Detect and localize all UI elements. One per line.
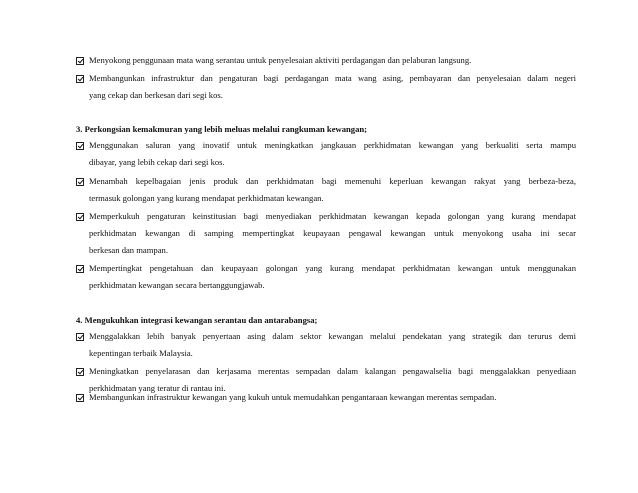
bullet-text: berkesan dan mampan.	[89, 245, 168, 255]
bullet-text: dibayar, yang lebih cekap dari segi kos.	[89, 157, 225, 167]
bullet-text: Meningkatkan penyelarasan dan kerjasama merentas sempadan dalam kalangan pengawalselia bagi menggalakkan penyediaan	[89, 366, 576, 376]
checkbox-icon	[76, 265, 84, 273]
bullet-text: termasuk golongan yang kurang mendapat perkhidmatan kewangan.	[89, 193, 324, 203]
bullet-text: Menggalakkan lebih banyak penyertaan asing dalam sektor kewangan melalui pendekatan yang strategik dan terurus demi	[89, 331, 576, 341]
checkbox-icon	[76, 178, 84, 186]
section-heading: 3. Perkongsian kemakmuran yang lebih meluas melalui rangkuman kewangan;	[76, 124, 368, 134]
checkbox-icon	[76, 75, 84, 83]
bullet-text: Membangunkan infrastruktur kewangan yang kukuh untuk memudahkan pengantaraan kewangan merentas sempadan.	[89, 392, 497, 402]
bullet-text: perkhidmatan yang teratur di rantau ini.	[89, 383, 226, 393]
bullet-text: kepentingan terbaik Malaysia.	[89, 348, 193, 358]
bullet-text: perkhidmatan kewangan di samping mempertingkat keupayaan pengawal kewangan untuk menyokong usaha ini secar	[89, 228, 576, 238]
bullet-text: Memperkukuh pengaturan keinstitusian bagi menyediakan perkhidmatan kewangan kepada golongan yang kurang mendapat	[89, 211, 576, 221]
bullet-text: Mempertingkat pengetahuan dan keupayaan golongan yang kurang mendapat perkhidmatan kewangan untuk menggunakan	[89, 263, 576, 273]
section-heading: 4. Mengukuhkan integrasi kewangan serantau dan antarabangsa;	[76, 315, 318, 325]
bullet-text: yang cekap dan berkesan dari segi kos.	[89, 90, 223, 100]
checkbox-icon	[76, 142, 84, 150]
checkbox-icon	[76, 57, 84, 65]
bullet-text: Membangunkan infrastruktur dan pengaturan bagi perdagangan mata wang asing, pembayaran dan penyelesaian dalam negeri	[89, 73, 576, 83]
checkbox-icon	[76, 368, 84, 376]
bullet-text: Menggunakan saluran yang inovatif untuk meningkatkan jangkauan perkhidmatan kewangan yang berkualiti serta mampu	[89, 140, 576, 150]
bullet-text: Menyokong penggunaan mata wang serantau untuk penyelesaian aktiviti perdagangan dan pelaburan langsung.	[89, 55, 472, 65]
checkbox-icon	[76, 213, 84, 221]
checkbox-icon	[76, 394, 84, 402]
checkbox-icon	[76, 333, 84, 341]
bullet-text: Menambah kepelbagaian jenis produk dan perkhidmatan bagi memenuhi keperluan kewangan rakyat yang berbeza-beza,	[89, 176, 576, 186]
bullet-text: perkhidmatan kewangan secara bertanggungjawab.	[89, 280, 265, 290]
